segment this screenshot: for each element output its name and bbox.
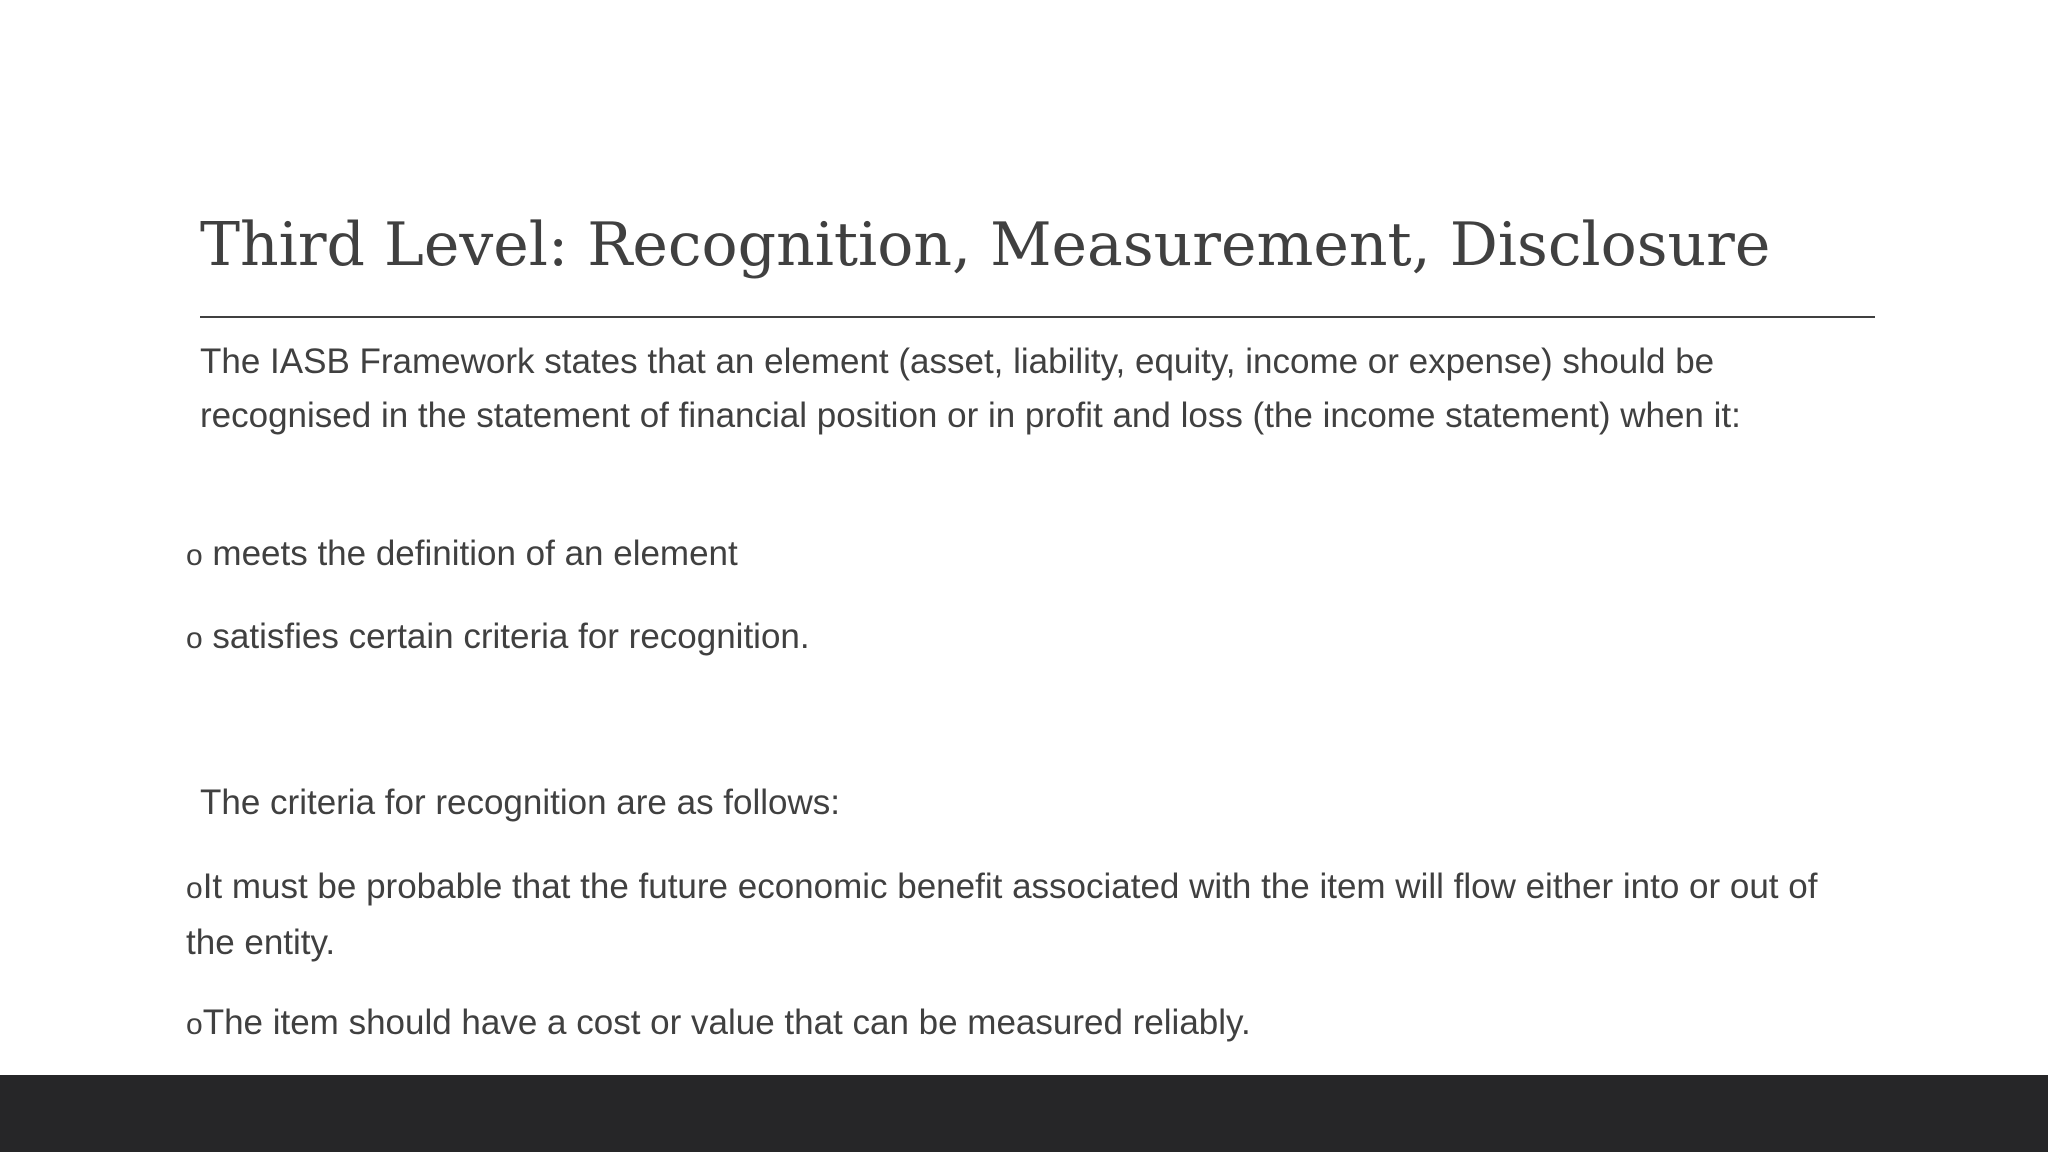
hollow-bullet-icon: o xyxy=(186,622,203,655)
condition-text: satisfies certain criteria for recognition. xyxy=(212,617,810,656)
footer-bar xyxy=(0,1075,2048,1152)
condition-text: meets the definition of an element xyxy=(212,534,738,573)
criteria-intro: The criteria for recognition are as follows: xyxy=(200,783,840,822)
hollow-bullet-icon: o xyxy=(186,1008,203,1041)
criteria-item xyxy=(186,996,1866,1052)
title-divider xyxy=(200,316,1875,318)
slide-title: Third Level: Recognition, Measurement, Disclosure xyxy=(200,210,1771,280)
criteria-text: It must be probable that the future economic benefit associated with the item will flow either into or out of the entity. xyxy=(186,867,1818,962)
criteria-item xyxy=(186,860,1866,970)
intro-paragraph: The IASB Framework states that an element (asset, liability, equity, income or expense) should be recognised in the statement of financial position or in profit and loss (the income statement) when it: xyxy=(200,342,1741,435)
condition-item xyxy=(186,527,1866,583)
hollow-bullet-icon: o xyxy=(186,872,203,905)
condition-item xyxy=(186,610,1866,666)
hollow-bullet-icon: o xyxy=(186,539,203,572)
criteria-text: The item should have a cost or value that can be measured reliably. xyxy=(202,1003,1251,1042)
